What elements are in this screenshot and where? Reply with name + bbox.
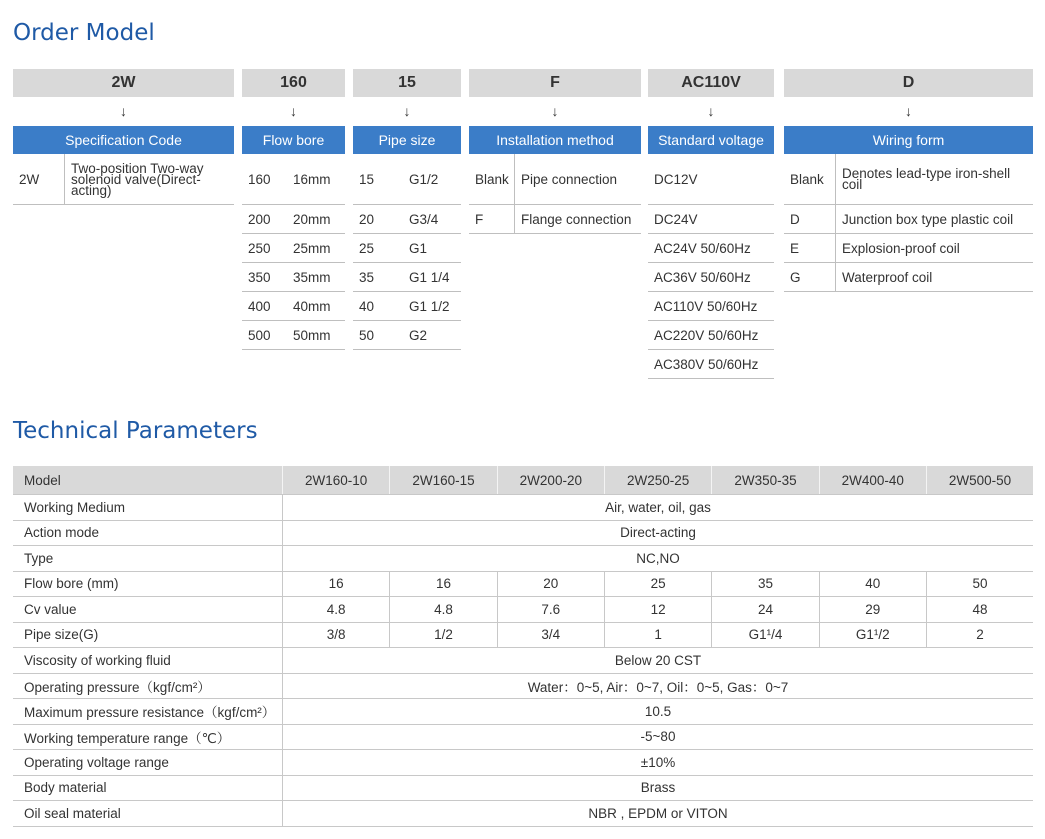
- table-row: [13, 495, 1033, 521]
- voltage-row: [648, 154, 774, 205]
- flow-bore-value: 25mm: [293, 240, 331, 256]
- table-header-row: [13, 466, 1033, 495]
- table-row: [13, 750, 1033, 776]
- pipe-size-key: 40: [359, 298, 375, 314]
- wiring-code: D: [784, 69, 1033, 97]
- flow-bore-heading: Flow bore: [242, 126, 345, 154]
- pipe-size-key: 25: [359, 240, 375, 256]
- flow-bore-row: [242, 205, 345, 234]
- voltage-value: AC380V 50/60Hz: [654, 356, 759, 372]
- pipe-size-row: [353, 263, 461, 292]
- row-label: Cv value: [13, 597, 283, 623]
- pipe-size-column: [353, 69, 461, 350]
- table-row: [13, 724, 1033, 750]
- flow-bore-value: 50mm: [293, 327, 331, 343]
- voltage-value: AC110V 50/60Hz: [654, 298, 758, 314]
- down-arrow-icon: ↓: [290, 103, 297, 119]
- row-cell: 20: [497, 571, 604, 597]
- row-value: NC,NO: [283, 546, 1034, 572]
- pipe-size-row: [353, 205, 461, 234]
- voltage-row: [648, 321, 774, 350]
- flow-bore-row: [242, 321, 345, 350]
- flow-bore-value: 16mm: [293, 171, 331, 187]
- header-model-variant: 2W400-40: [819, 466, 926, 495]
- flow-bore-row: [242, 154, 345, 205]
- voltage-value: DC24V: [654, 211, 698, 227]
- pipe-size-value: G3/4: [409, 211, 439, 227]
- voltage-row: [648, 263, 774, 292]
- row-value: Below 20 CST: [283, 648, 1034, 674]
- row-value: -5~80: [283, 724, 1034, 750]
- row-cell: 48: [926, 597, 1033, 623]
- flow-bore-code: 160: [242, 69, 345, 97]
- pipe-size-heading: Pipe size: [353, 126, 461, 154]
- spec-description: Two-position Two-way solenoid valve(Direct-acting): [64, 154, 234, 204]
- row-cell: G1¹/4: [712, 622, 819, 648]
- installation-key: F: [475, 211, 484, 227]
- voltage-row: [648, 292, 774, 321]
- flow-bore-column: [242, 69, 345, 350]
- flow-bore-row: [242, 292, 345, 321]
- flow-bore-key: 350: [248, 269, 271, 285]
- table-row: [13, 520, 1033, 546]
- pipe-size-value: G2: [409, 327, 428, 343]
- technical-parameters-table: [13, 466, 1033, 827]
- down-arrow-icon: ↓: [120, 103, 127, 119]
- table-row: [13, 622, 1033, 648]
- wiring-row: [784, 263, 1033, 292]
- row-value: NBR , EPDM or VITON: [283, 801, 1034, 827]
- flow-bore-key: 400: [248, 298, 271, 314]
- row-label: Flow bore (mm): [13, 571, 283, 597]
- installation-column: [469, 69, 641, 234]
- installation-row: [469, 154, 641, 205]
- spec-code-value: 2W: [13, 69, 234, 97]
- voltage-column: [648, 69, 774, 379]
- order-model-title: Order Model: [13, 20, 155, 46]
- row-cell: G1¹/2: [819, 622, 926, 648]
- table-row: [13, 775, 1033, 801]
- pipe-size-value: G1: [409, 240, 428, 256]
- installation-row: [469, 205, 641, 234]
- header-model-variant: 2W250-25: [604, 466, 711, 495]
- header-model-variant: 2W200-20: [497, 466, 604, 495]
- installation-code: F: [469, 69, 641, 97]
- voltage-row: [648, 205, 774, 234]
- wiring-key: D: [790, 211, 800, 227]
- row-value: 10.5: [283, 699, 1034, 725]
- wiring-value: Junction box type plastic coil: [835, 205, 1033, 233]
- row-label: Operating pressure（kgf/cm²）: [13, 673, 283, 699]
- row-value: Direct-acting: [283, 520, 1034, 546]
- row-cell: 3/8: [283, 622, 390, 648]
- installation-value: Pipe connection: [514, 154, 641, 204]
- pipe-size-row: [353, 154, 461, 205]
- row-label: Working Medium: [13, 495, 283, 521]
- table-row: [13, 801, 1033, 827]
- row-label: Operating voltage range: [13, 750, 283, 776]
- row-label: Viscosity of working fluid: [13, 648, 283, 674]
- row-cell: 35: [712, 571, 819, 597]
- flow-bore-row: [242, 263, 345, 292]
- wiring-key: E: [790, 240, 800, 256]
- table-row: [13, 571, 1033, 597]
- row-label: Maximum pressure resistance（kgf/cm²）: [13, 699, 283, 725]
- installation-value: Flange connection: [514, 205, 641, 233]
- spec-row: [13, 154, 234, 205]
- flow-bore-key: 160: [248, 171, 271, 187]
- table-row: [13, 546, 1033, 572]
- pipe-size-key: 15: [359, 171, 375, 187]
- installation-heading: Installation method: [469, 126, 641, 154]
- pipe-size-row: [353, 321, 461, 350]
- flow-bore-row: [242, 234, 345, 263]
- wiring-key: Blank: [790, 171, 824, 187]
- header-model-variant: 2W160-15: [390, 466, 497, 495]
- wiring-heading: Wiring form: [784, 126, 1033, 154]
- wiring-value: Denotes lead-type iron-shell coil: [835, 154, 1033, 204]
- pipe-size-key: 20: [359, 211, 375, 227]
- down-arrow-icon: ↓: [403, 103, 411, 119]
- pipe-size-key: 35: [359, 269, 375, 285]
- technical-parameters-title: Technical Parameters: [13, 418, 258, 444]
- row-cell: 4.8: [283, 597, 390, 623]
- voltage-value: DC12V: [654, 171, 698, 187]
- spec-key: 2W: [19, 171, 40, 187]
- row-value: ±10%: [283, 750, 1034, 776]
- row-cell: 50: [926, 571, 1033, 597]
- header-model-variant: 2W350-35: [712, 466, 819, 495]
- wiring-row: [784, 234, 1033, 263]
- row-cell: 25: [604, 571, 711, 597]
- row-label: Pipe size(G): [13, 622, 283, 648]
- row-cell: 1: [604, 622, 711, 648]
- pipe-size-row: [353, 234, 461, 263]
- down-arrow-icon: ↓: [707, 103, 715, 119]
- flow-bore-value: 20mm: [293, 211, 331, 227]
- table-row: [13, 648, 1033, 674]
- flow-bore-value: 40mm: [293, 298, 331, 314]
- wiring-key: G: [790, 269, 801, 285]
- pipe-size-code: 15: [353, 69, 461, 97]
- voltage-value: AC36V 50/60Hz: [654, 269, 751, 285]
- voltage-row: [648, 234, 774, 263]
- row-label: Body material: [13, 775, 283, 801]
- row-cell: 2: [926, 622, 1033, 648]
- row-label: Action mode: [13, 520, 283, 546]
- row-cell: 4.8: [390, 597, 497, 623]
- row-cell: 3/4: [497, 622, 604, 648]
- table-row: [13, 673, 1033, 699]
- row-value: Brass: [283, 775, 1034, 801]
- wiring-column: [784, 69, 1033, 292]
- voltage-code: AC110V: [648, 69, 774, 97]
- pipe-size-row: [353, 292, 461, 321]
- voltage-value: AC220V 50/60Hz: [654, 327, 759, 343]
- row-label: Oil seal material: [13, 801, 283, 827]
- row-label: Type: [13, 546, 283, 572]
- row-cell: 7.6: [497, 597, 604, 623]
- down-arrow-icon: ↓: [551, 103, 559, 119]
- row-cell: 24: [712, 597, 819, 623]
- row-value: Air, water, oil, gas: [283, 495, 1034, 521]
- row-cell: 29: [819, 597, 926, 623]
- wiring-value: Explosion-proof coil: [835, 234, 1033, 262]
- pipe-size-key: 50: [359, 327, 375, 343]
- pipe-size-value: G1/2: [409, 171, 439, 187]
- installation-key: Blank: [475, 171, 509, 187]
- table-row: [13, 597, 1033, 623]
- row-cell: 16: [390, 571, 497, 597]
- wiring-row: [784, 205, 1033, 234]
- wiring-value: Waterproof coil: [835, 263, 1033, 291]
- row-label: Working temperature range（℃）: [13, 724, 283, 750]
- flow-bore-value: 35mm: [293, 269, 331, 285]
- voltage-row: [648, 350, 774, 379]
- flow-bore-key: 250: [248, 240, 271, 256]
- wiring-row: [784, 154, 1033, 205]
- table-row: [13, 699, 1033, 725]
- header-model-variant: 2W160-10: [283, 466, 390, 495]
- header-model: Model: [13, 466, 283, 495]
- row-cell: 16: [283, 571, 390, 597]
- row-value: Water：0~5, Air：0~7, Oil：0~5, Gas：0~7: [283, 673, 1034, 699]
- down-arrow-icon: ↓: [905, 103, 912, 119]
- flow-bore-key: 200: [248, 211, 271, 227]
- row-cell: 1/2: [390, 622, 497, 648]
- pipe-size-value: G1 1/2: [409, 298, 450, 314]
- spec-code-column: [13, 69, 234, 205]
- flow-bore-key: 500: [248, 327, 271, 343]
- voltage-value: AC24V 50/60Hz: [654, 240, 751, 256]
- row-cell: 40: [819, 571, 926, 597]
- header-model-variant: 2W500-50: [926, 466, 1033, 495]
- pipe-size-value: G1 1/4: [409, 269, 450, 285]
- row-cell: 12: [604, 597, 711, 623]
- spec-code-heading: Specification Code: [13, 126, 234, 154]
- voltage-heading: Standard voltage: [648, 126, 774, 154]
